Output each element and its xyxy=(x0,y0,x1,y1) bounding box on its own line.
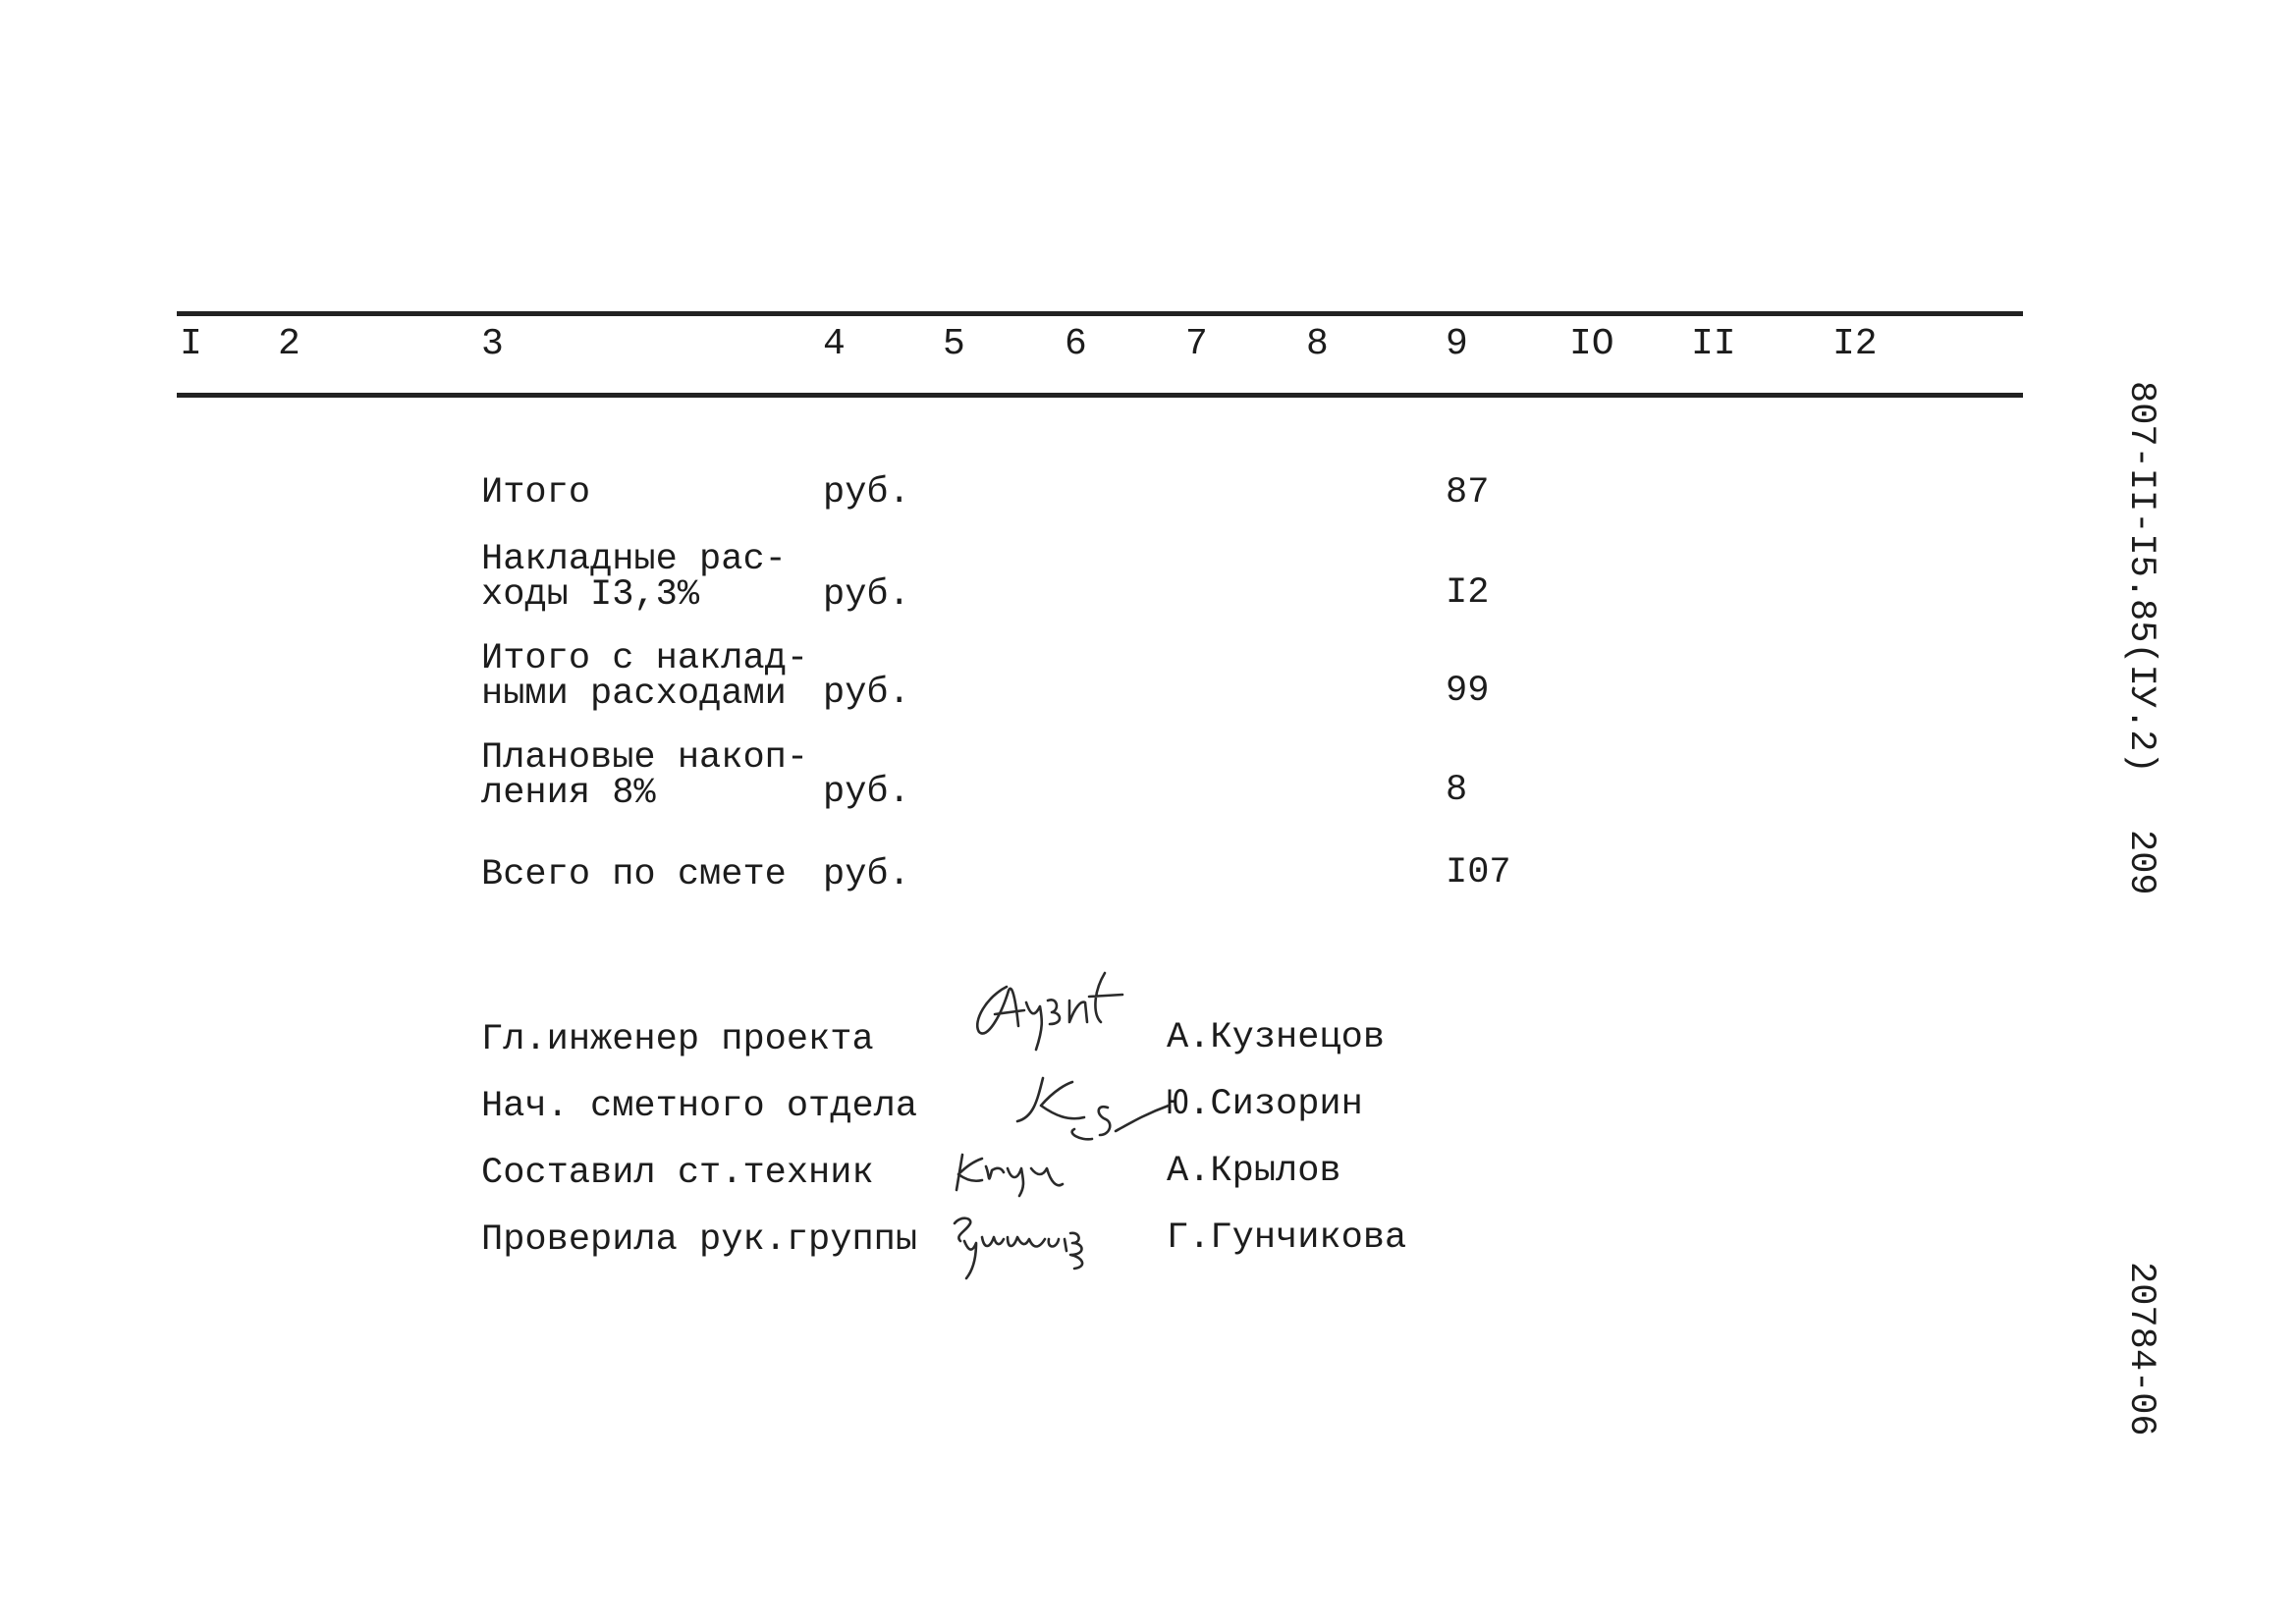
row-overhead-value: I2 xyxy=(1446,572,1490,614)
row-overhead-label: Накладные рас- ходы I3,3% xyxy=(481,539,787,616)
row-total-unit: руб. xyxy=(823,472,910,514)
header-top-rule xyxy=(177,311,2023,316)
row-total-with-overhead-unit: руб. xyxy=(823,673,910,714)
row-total-with-overhead-value: 99 xyxy=(1446,671,1490,712)
registration-number-margin-label: 20784-06 xyxy=(2120,1262,2161,1436)
row-planned-savings-value: 8 xyxy=(1446,770,1468,811)
row-grand-total-label: Всего по смете xyxy=(481,854,787,895)
row-overhead-unit: руб. xyxy=(823,574,910,616)
column-header-3: 3 xyxy=(481,323,504,365)
row-grand-total-unit: руб. xyxy=(823,854,910,895)
signature-sizorin xyxy=(1011,1072,1178,1151)
signature-gunchikova xyxy=(943,1210,1129,1288)
column-header-1: I xyxy=(180,323,202,365)
row-total-value: 87 xyxy=(1446,472,1490,514)
row-total-with-overhead-label: Итого с наклад- ными расходами xyxy=(481,638,809,715)
column-header-6: 6 xyxy=(1065,323,1087,365)
signature-krylov xyxy=(949,1147,1076,1206)
row-planned-savings-label: Плановые накоп- ления 8% xyxy=(481,737,809,814)
column-header-10: IO xyxy=(1569,323,1614,365)
row-planned-savings-unit: руб. xyxy=(823,772,910,813)
column-header-11: II xyxy=(1691,323,1736,365)
column-header-5: 5 xyxy=(943,323,965,365)
signatory-chief-engineer-name: А.Кузнецов xyxy=(1167,1017,1386,1058)
signatory-compiler-role: Составил ст.техник xyxy=(481,1153,874,1194)
document-code-margin-label: 807-II-I5.85(IУ.2) xyxy=(2120,381,2161,774)
header-bottom-rule xyxy=(177,393,2023,398)
column-header-4: 4 xyxy=(823,323,846,365)
signatory-checker-role: Проверила рук.группы xyxy=(481,1219,918,1261)
column-header-8: 8 xyxy=(1306,323,1329,365)
signatory-estimate-head-name: Ю.Сизорин xyxy=(1167,1084,1363,1125)
signatory-compiler-name: А.Крылов xyxy=(1167,1151,1341,1192)
signatory-estimate-head-role: Нач. сметного отдела xyxy=(481,1086,918,1127)
signatory-chief-engineer-role: Гл.инженер проекта xyxy=(481,1019,874,1060)
row-total-label: Итого xyxy=(481,472,591,514)
row-grand-total-value: I07 xyxy=(1446,852,1511,893)
column-header-7: 7 xyxy=(1185,323,1208,365)
column-header-9: 9 xyxy=(1446,323,1468,365)
column-header-12: I2 xyxy=(1832,323,1878,365)
signatory-checker-name: Г.Гунчикова xyxy=(1167,1217,1407,1259)
signature-kuznetsov xyxy=(967,967,1144,1055)
page-number-margin-label: 209 xyxy=(2120,830,2161,895)
column-header-2: 2 xyxy=(278,323,301,365)
